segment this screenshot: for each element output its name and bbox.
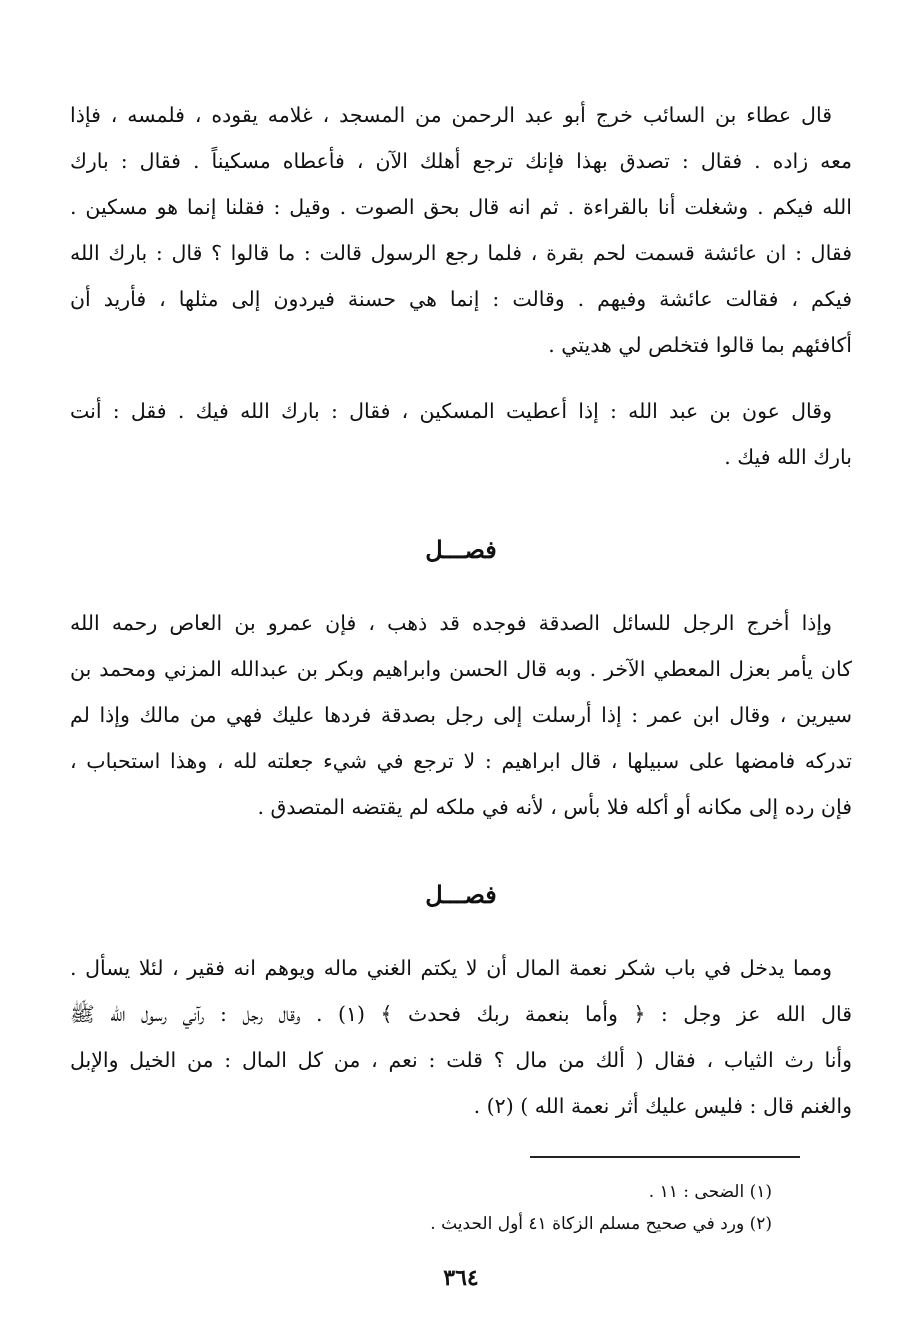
footnote-1: (١) الضحى : ١١ . — [648, 1182, 772, 1202]
paragraph-gratitude — [70, 945, 853, 1129]
text-line: معه زاده . فقال : تصدق بهذا فإنك ترجع أهلك الآن ، فأعطاه مسكيناً . فقال : بارك — [70, 149, 852, 173]
section-title: فصـــل — [425, 880, 497, 909]
page-number: ٣٦٤ — [443, 1265, 479, 1291]
paragraph-ata — [70, 92, 852, 368]
text-line: قال الله عز وجل : ﴿ وأما بنعمة ربك فحدث ﴾ (١) . وقال رجل : رآني رسول الله ﷺ — [70, 1002, 853, 1026]
text-line: قال عطاء بن السائب خرج أبو عبد الرحمن من المسجد ، غلامه يقوده ، فلمسه ، فإذا — [70, 103, 832, 127]
section-title: فصـــل — [425, 535, 497, 564]
text-line: فقال : ان عائشة قسمت لحم بقرة ، فلما رجع الرسول قالت : ما قالوا ؟ قال : بارك الله — [70, 241, 852, 265]
paragraph-awn — [70, 388, 852, 480]
text-line: فإن رده إلى مكانه أو أكله فلا بأس ، لأنه في ملكه لم يقتضه المتصدق . — [257, 795, 852, 819]
text-line: الله فيكم . وشغلت أنا بالقراءة . ثم انه قال بحق الصوت . وقيل : فقلنا إنما هو مسكين . — [70, 195, 852, 219]
text-line: وإذا أخرج الرجل للسائل الصدقة فوجده قد ذهب ، فإن عمرو بن العاص رحمه الله — [70, 611, 832, 635]
text-line: أكافئهم بما قالوا فتخلص لي هديتي . — [548, 333, 852, 357]
text-line: ومما يدخل في باب شكر نعمة المال أن لا يكتم الغني ماله ويوهم انه فقير ، لئلا يسأل . — [70, 956, 832, 980]
text-line: وقال عون بن عبد الله : إذا أعطيت المسكين ، فقال : بارك الله فيك . فقل : أنت — [70, 399, 832, 423]
text-line: كان يأمر بعزل المعطي الآخر . وبه قال الحسن وابراهيم وبكر بن عبدالله المزني ومحمد بن — [70, 657, 852, 681]
text-line: وأنا رث الثياب ، فقال ( ألك من مال ؟ قلت : نعم ، من كل المال : من الخيل والإبل — [70, 1048, 852, 1072]
text-line: سيرين ، وقال ابن عمر : إذا أرسلت إلى رجل بصدقة فردها عليك فهي من مالك وإذا لم — [70, 703, 852, 727]
text-line: تدركه فامضها على سبيلها ، قال ابراهيم : لا ترجع في شيء جعلته لله ، وهذا استحباب ، — [70, 749, 852, 773]
footnote-2: (٢) ورد في صحيح مسلم الزكاة ٤١ أول الحديث . — [430, 1214, 772, 1234]
text-line: بارك الله فيك . — [724, 445, 852, 469]
footnote-separator — [530, 1156, 800, 1158]
paragraph-sadaqa-return — [70, 600, 852, 830]
text-line: والغنم قال : فليس عليك أثر نعمة الله ) (٢) . — [473, 1094, 852, 1118]
footnotes — [200, 1176, 772, 1240]
text-line: فيكم ، فقالت عائشة وفيهم . وقالت : إنما هي حسنة فيردون إلى مثلها ، فأريد أن — [70, 287, 852, 311]
